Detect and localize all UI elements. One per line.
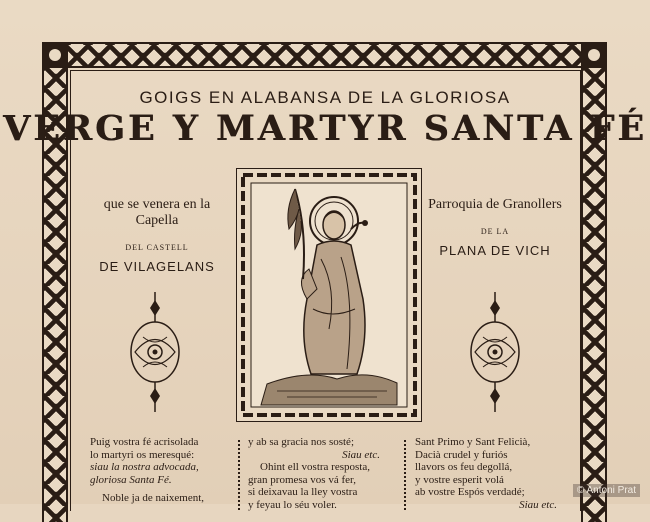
photo-credit: © Antoni Prat	[573, 484, 640, 497]
left-caption-line3: DE VILAGELANS	[99, 259, 215, 274]
verse-line: Sant Primo y Sant Felicià,	[415, 436, 531, 448]
verse-column-1	[90, 436, 230, 505]
verse-line: si deixavau la lley vostra	[248, 486, 358, 498]
right-caption-line1: Parroquia de Granollers	[428, 197, 562, 212]
verse-refrain-line: gloriosa Santa Fé.	[90, 473, 172, 486]
right-caption-line2: DE LA	[480, 227, 510, 236]
border-corner	[42, 42, 68, 68]
verse-line: Ohint ell vostra resposta,	[260, 461, 370, 473]
verse-column-2	[248, 436, 388, 511]
filigree-ornament-icon	[468, 292, 522, 412]
verse-refrain-cue: Siau etc.	[342, 448, 380, 461]
verse-line: Dacià crudel y furiós	[415, 448, 508, 461]
verse-line: y ab sa gracia nos sosté;	[248, 436, 354, 448]
verse-line: ab vostre Espós verdadé;	[415, 486, 525, 498]
verse-line: y vostre esperit volá	[415, 473, 504, 486]
verse-line: y feyau lo séu voler.	[248, 498, 337, 511]
right-filigree-ornament	[468, 292, 522, 412]
filigree-ornament-icon	[128, 292, 182, 412]
left-caption-line2: DEL CASTELL	[125, 243, 189, 252]
verse-refrain-cue: Siau etc.	[519, 498, 557, 511]
verse-line: gran promesa vos vá fer,	[248, 473, 356, 486]
document-title: VERGE Y MARTYR SANTA FÉ	[3, 108, 647, 149]
verse-line: lo martyri os meresqué:	[90, 448, 195, 461]
column-divider	[404, 440, 407, 510]
verse-line: Puig vostra fé acrisolada	[90, 436, 199, 448]
column-divider	[238, 440, 241, 510]
left-caption	[82, 197, 232, 274]
saint-engraving	[236, 168, 422, 422]
verse-refrain-line: siau la nostra advocada,	[90, 461, 199, 473]
verse-column-3	[415, 436, 565, 511]
right-caption	[420, 197, 570, 258]
left-filigree-ornament	[128, 292, 182, 412]
verse-line: llavors os feu degollá,	[415, 461, 513, 473]
verse-line: Noble ja de naixement,	[102, 492, 205, 504]
border-corner	[581, 42, 607, 68]
left-caption-line1: que se venera en la Capella	[103, 197, 211, 228]
border-top	[42, 42, 607, 68]
document-subtitle: GOIGS EN ALABANSA DE LA GLORIOSA	[139, 88, 511, 107]
saint-figure-icon	[237, 169, 421, 421]
right-caption-line3: PLANA DE VICH	[439, 243, 551, 258]
